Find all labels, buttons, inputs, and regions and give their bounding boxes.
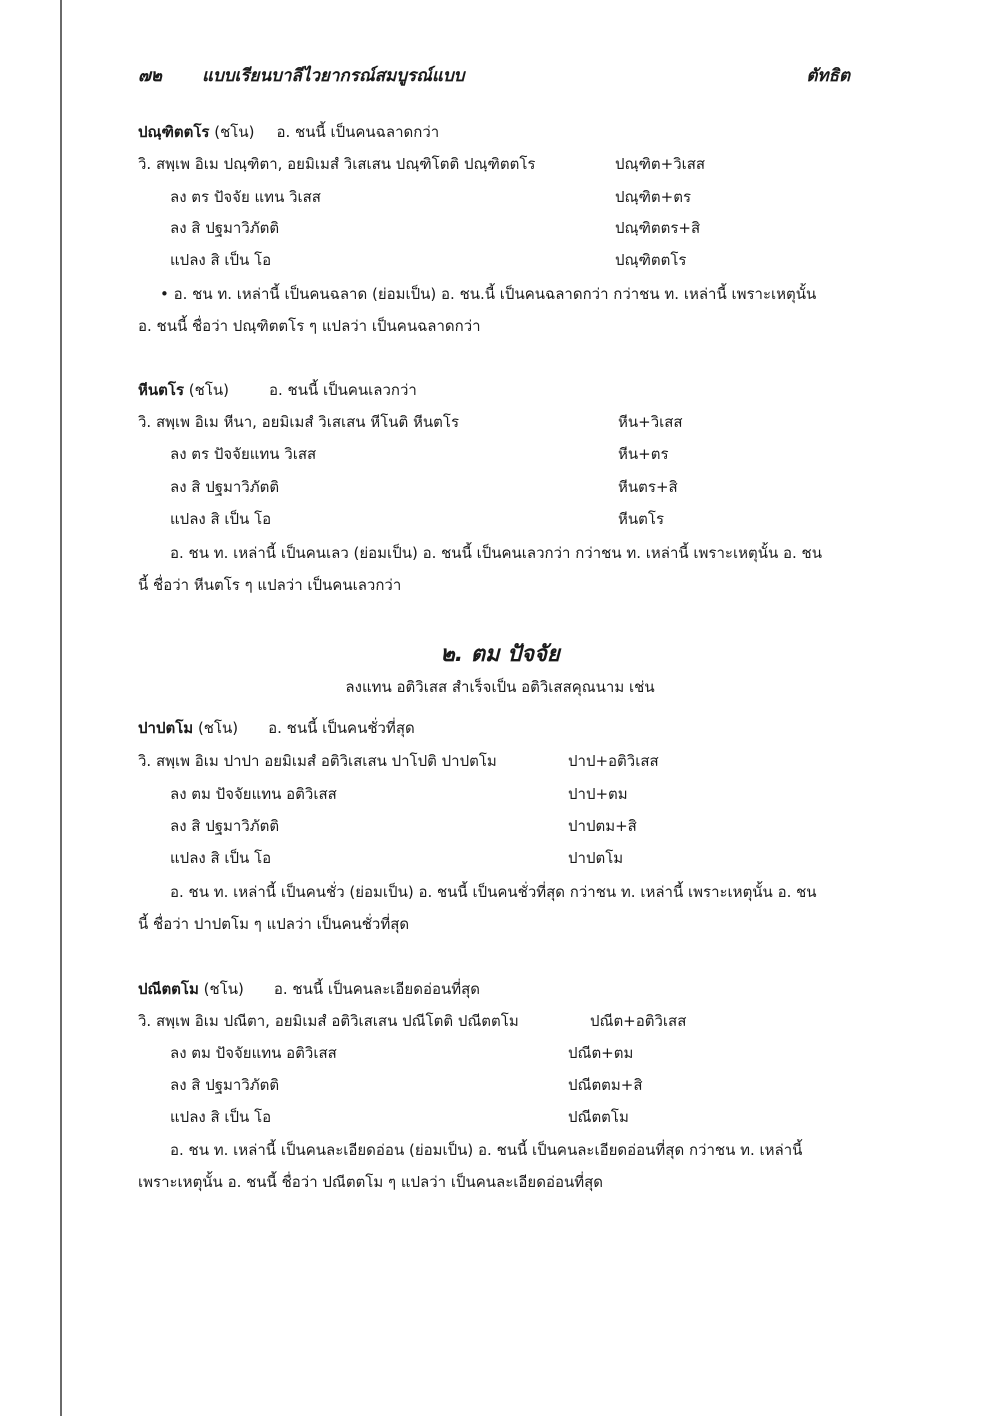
step-text: ลง ตร ปัจจัย แทน วิเสส (170, 188, 321, 206)
translation-line: นี้ ชื่อว่า หีนตโร ๆ แปลว่า เป็นคนเลวกว่า (138, 576, 402, 594)
step-text: ลง ตม ปัจจัยแทน อติวิเสส (170, 1044, 337, 1062)
step-text: ลง สิ ปฐมาวิภัตติ (170, 219, 280, 237)
entry-title: หีนตโร (ชโน) อ. ชนนี้ เป็นคนเลวกว่า (138, 381, 417, 399)
step-result: หีนตร+สิ (618, 478, 678, 496)
page-number: ๗๒ (138, 66, 162, 86)
step-text: ลง ตม ปัจจัยแทน อติวิเสส (170, 785, 337, 803)
book-title: แบบเรียนบาลีไวยากรณ์สมบูรณ์แบบ (202, 66, 465, 86)
translation-line: นี้ ชื่อว่า ปาปตโม ๆ แปลว่า เป็นคนชั่วที่สุด (138, 915, 410, 933)
step-text: แปลง สิ เป็น โอ (170, 849, 272, 867)
section-name: ตัทธิต (806, 66, 850, 86)
translation-line: อ. ชน ท. เหล่านี้ เป็นคนละเอียดอ่อน (ย่อมเป็น) อ. ชนนี้ เป็นคนละเอียดอ่อนที่สุด กว่าชน ท. เหล่านี้ (170, 1141, 803, 1159)
entry-title: ปาปตโม (ชโน) อ. ชนนี้ เป็นคนชั่วที่สุด (138, 719, 415, 737)
step-text: ลง สิ ปฐมาวิภัตติ (170, 1076, 280, 1094)
step-result: ปณีตตโม (568, 1108, 629, 1126)
step-result: ปาปตโม (568, 849, 624, 867)
translation-line: เพราะเหตุนั้น อ. ชนนี้ ชื่อว่า ปณีตตโม ๆ แปลว่า เป็นคนละเอียดอ่อนที่สุด (138, 1173, 603, 1191)
step-text: ลง สิ ปฐมาวิภัตติ (170, 478, 280, 496)
analysis-line: วิ. สพฺเพ อิเม ปณีตา, อยมิเมสํ อติวิเสเสน ปณีโตติ ปณีตตโม (138, 1012, 519, 1030)
step-result: ปณีตตม+สิ (568, 1076, 643, 1094)
step-text: แปลง สิ เป็น โอ (170, 1108, 272, 1126)
analysis-line: วิ. สพฺเพ อิเม ปาปา อยมิเมสํ อติวิเสเสน ปาโปติ ปาปตโม (138, 752, 497, 770)
step-result: ปณฺฑิต+ตร (615, 188, 691, 206)
analysis-result: ปณฺฑิต+วิเสส (615, 155, 706, 173)
translation-line: อ. ชน ท. เหล่านี้ เป็นคนชั่ว (ย่อมเป็น) อ. ชนนี้ เป็นคนชั่วที่สุด กว่าชน ท. เหล่านี้ เพราะเหตุนั้น อ. ชน (170, 883, 817, 901)
translation-line: อ. ชนนี้ ชื่อว่า ปณฺฑิตตโร ๆ แปลว่า เป็นคนฉลาดกว่า (138, 317, 481, 335)
step-result: ปณฺฑิตตโร (615, 251, 687, 269)
analysis-result: ปณีต+อติวิเสส (590, 1012, 687, 1030)
analysis-line: วิ. สพฺเพ อิเม ปณฺฑิตา, อยมิเมสํ วิเสเสน ปณฺฑิโตติ ปณฺฑิตตโร (138, 155, 536, 173)
step-result: ปาป+ตม (568, 785, 628, 803)
step-text: แปลง สิ เป็น โอ (170, 510, 272, 528)
step-text: ลง สิ ปฐมาวิภัตติ (170, 817, 280, 835)
step-result: หีนตโร (618, 510, 664, 528)
step-result: ปาปตม+สิ (568, 817, 637, 835)
entry-title: ปณฺฑิตตโร (ชโน) อ. ชนนี้ เป็นคนฉลาดกว่า (138, 123, 440, 141)
step-result: หีน+ตร (618, 445, 669, 463)
scan-edge-line (60, 0, 62, 1416)
entry-title: ปณีตตโม (ชโน) อ. ชนนี้ เป็นคนละเอียดอ่อนที่สุด (138, 980, 481, 998)
step-text: แปลง สิ เป็น โอ (170, 251, 272, 269)
section-subheading: ลงแทน อติวิเสส สำเร็จเป็น อติวิเสสคุณนาม เช่น (345, 678, 655, 696)
translation-line: อ. ชน ท. เหล่านี้ เป็นคนเลว (ย่อมเป็น) อ. ชนนี้ เป็นคนเลวกว่า กว่าชน ท. เหล่านี้ เพราะเหตุนั้น อ. ชน (170, 544, 822, 562)
section-heading: ๒. ตม ปัจจัย (440, 642, 560, 667)
step-result: ปณฺฑิตตร+สิ (615, 219, 701, 237)
page-header (138, 62, 850, 92)
translation-line: • อ. ชน ท. เหล่านี้ เป็นคนฉลาด (ย่อมเป็น) อ. ชน.นี้ เป็นคนฉลาดกว่า กว่าชน ท. เหล่านี้ เพราะเหตุนั้น (160, 285, 817, 303)
step-text: ลง ตร ปัจจัยแทน วิเสส (170, 445, 317, 463)
step-result: ปณีต+ตม (568, 1044, 634, 1062)
analysis-result: หีน+วิเสส (618, 413, 683, 431)
analysis-line: วิ. สพฺเพ อิเม หีนา, อยมิเมสํ วิเสเสน หีโนติ หีนตโร (138, 413, 460, 431)
analysis-result: ปาป+อติวิเสส (568, 752, 659, 770)
